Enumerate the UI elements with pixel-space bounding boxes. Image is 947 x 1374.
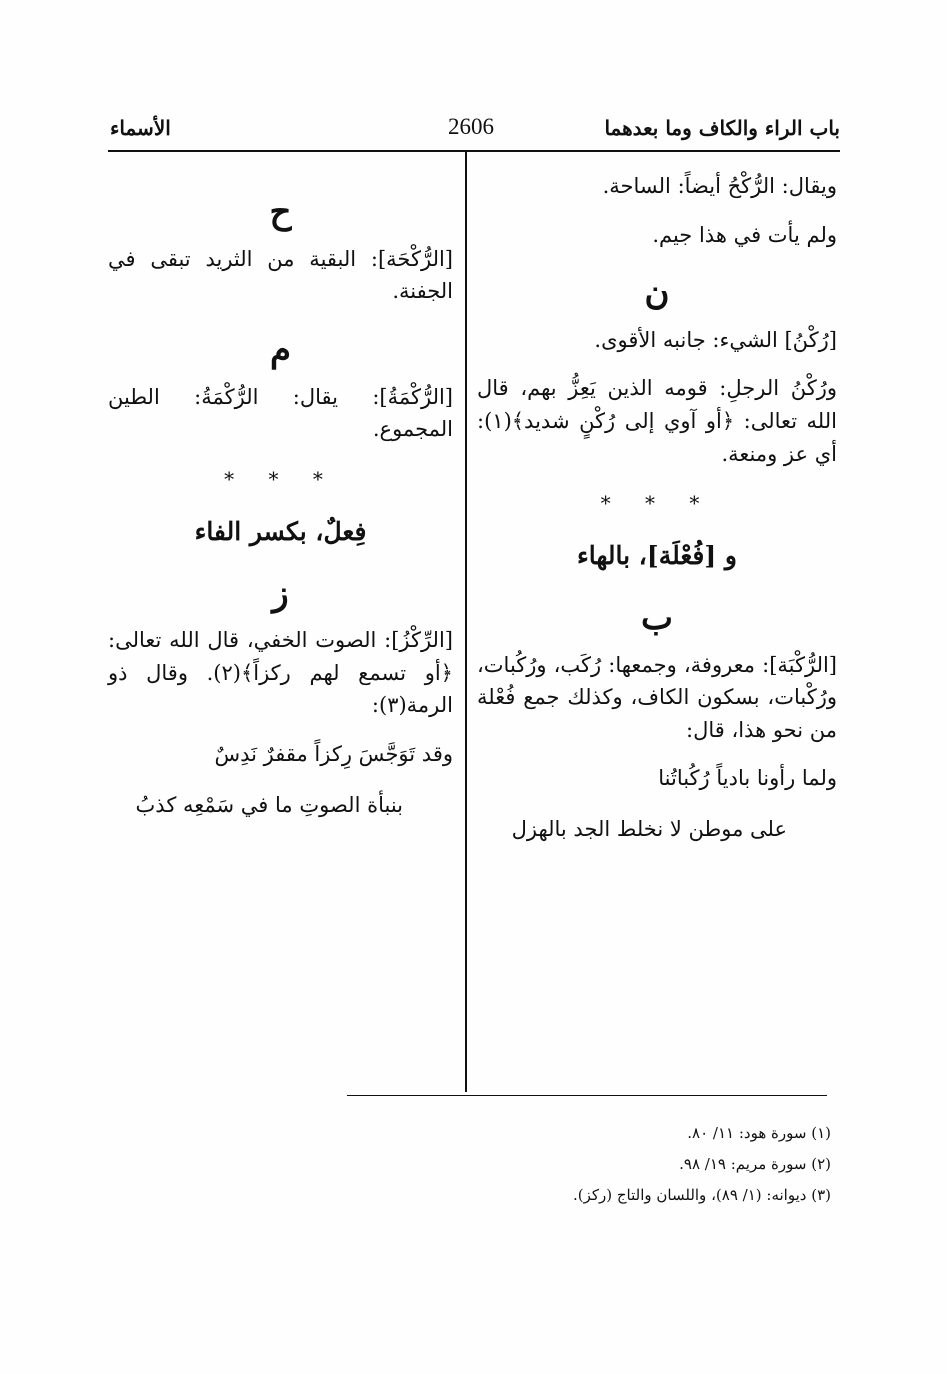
right-column [477,170,837,863]
footnote: (٢) سورة مريم: ١٩/ ٩٨. [679,1154,831,1173]
separator-stars: * * * [224,466,337,491]
letter-mim: م [269,329,292,370]
separator-stars: * * * [600,491,714,516]
verse-line-2: على موطن لا نخلط الجد بالهزل [511,816,787,841]
chapter-title: باب الراء والكاف وما بعدهما [604,116,840,140]
entry-rukh: ويقال: الرُّكْحُ أيضاً: الساحة. [602,174,837,198]
footnote: (١) سورة هود: ١١/ ٨٠. [687,1124,831,1142]
page-header [108,112,840,152]
letter-ha: ح [269,192,292,232]
section-fil: فِعلٌ، بكسر الفاء [194,516,367,546]
entry-rukma: [الرُّكْمَةُ]: يقال: الرُّكْمَةُ: الطين المجموع. [108,384,453,442]
left-column [108,170,453,839]
verse-line-1: وقد تَوَجَّسَ رِكزاً مقفرٌ نَدِسٌ [214,741,453,766]
column-divider [465,152,467,1092]
entry-no-jim: ولم يأت في هذا جيم. [652,222,837,247]
header-rule [108,150,840,152]
page-number: 2606 [448,114,494,139]
letter-nun: ن [644,273,670,314]
entry-rukn: [رُكْنُ] الشيء: جانبه الأقوى. [594,327,837,352]
verse-line-2: بنبأة الصوتِ ما في سَمْعِه كذبُ [135,792,403,817]
footnote-rule [347,1095,827,1096]
footnote: (٣) ديوانه: (١/ ٨٩)، واللسان والتاج (ركز). [572,1185,831,1204]
section-fula: و [فُعْلَة]، بالهاء [577,541,737,571]
section-title: الأسماء [110,116,171,140]
entry-rukn-rajul: ورُكْنُ الرجلِ: قومه الذين يَعِزُّ بهم، قال الله تعالى: ﴿أو آوي إلى رُكْنٍ شديد﴾(١): أي عز ومنعة. [477,376,837,466]
entry-rukha: [الرُّكْحَة]: البقية من الثريد تبقى في الجفنة. [108,246,453,304]
entry-rukba: [الرُّكْبَة]: معروفة، وجمعها: رُكَب، ورُكُبات، ورُكْبات، بسكون الكاف، وكذلك جمع فُعْلة من نحو هذا، قال: [477,652,837,742]
entry-rikz: [الرِّكْزُ]: الصوت الخفي، قال الله تعالى: ﴿أو تسمع لهم ركزاً﴾(٢). وقال ذو الرمة(٣): [108,628,453,718]
letter-ba: ب [640,597,673,638]
letter-zay: ز [272,573,289,614]
footnotes [311,1118,831,1210]
verse-line-1: ولما رأونا بادياً رُكُباتُنا [658,766,837,791]
